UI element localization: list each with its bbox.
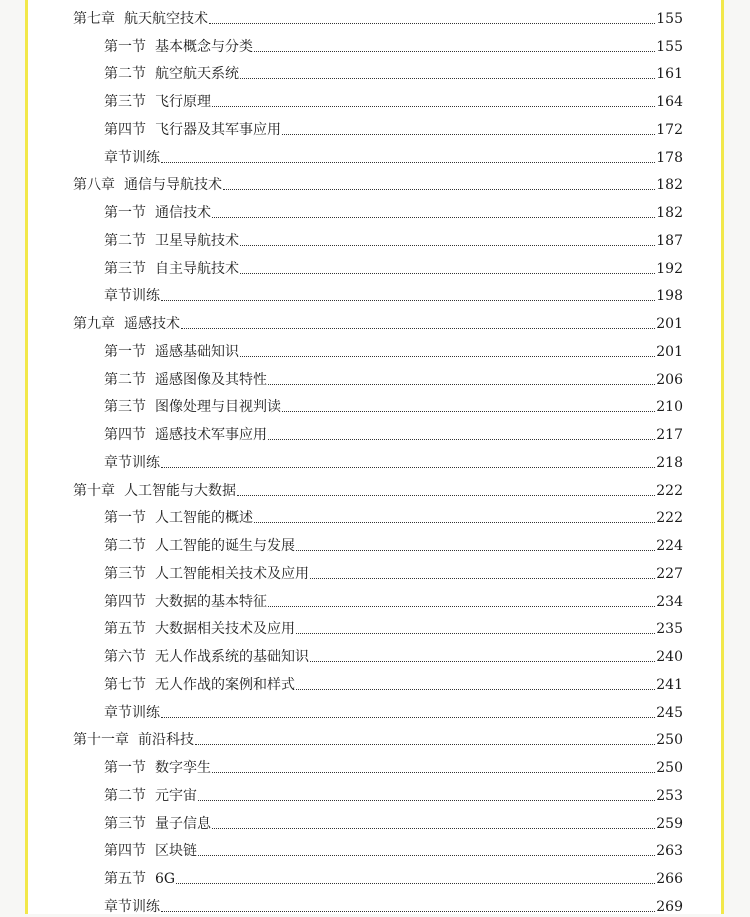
dot-leader (212, 105, 655, 107)
toc-entry-number: 章节训练 (104, 454, 160, 471)
toc-entry-title: 通信技术 (155, 205, 211, 221)
toc-page-number: 161 (656, 66, 683, 83)
toc-page-number: 263 (656, 843, 683, 860)
toc-entry-number: 第三节 (104, 94, 146, 110)
toc-section-row[interactable] (104, 279, 683, 307)
toc-section-row[interactable] (104, 445, 683, 473)
toc-entry-number: 第十章 (73, 482, 115, 499)
toc-page-number: 192 (656, 260, 683, 277)
dot-leader (268, 438, 655, 440)
toc-section-row[interactable] (104, 778, 683, 806)
toc-page-number: 250 (656, 760, 683, 776)
toc-section-row[interactable] (104, 639, 683, 667)
toc-entry-title: 6G (155, 871, 176, 887)
toc-entry-title: 遥感技术 (124, 316, 180, 332)
toc-entry-title: 自主导航技术 (155, 260, 239, 277)
dot-leader (254, 50, 655, 52)
dot-leader (161, 299, 655, 301)
toc-entry-title: 飞行器及其军事应用 (155, 121, 281, 138)
toc-section-row[interactable] (104, 251, 683, 279)
toc-page-number: 217 (656, 427, 683, 443)
toc-entry-title: 无人作战的案例和样式 (155, 676, 295, 693)
toc-entry-title: 航空航天系统 (155, 66, 239, 83)
toc-page-number: 201 (656, 343, 683, 360)
toc-page-number: 155 (656, 38, 683, 55)
toc-section-row[interactable] (104, 195, 683, 223)
dot-leader (240, 77, 655, 79)
toc-entry-title: 基本概念与分类 (155, 38, 253, 55)
dot-leader (176, 882, 655, 884)
toc-page-number: 235 (656, 621, 683, 638)
toc-entry-title: 量子信息 (155, 815, 211, 832)
dot-leader (310, 577, 655, 579)
toc-entry-title: 无人作战系统的基础知识 (155, 649, 309, 665)
toc-entry-number: 第二节 (104, 787, 146, 804)
toc-entry-number: 第四节 (104, 427, 146, 443)
toc-section-row[interactable] (104, 140, 683, 168)
toc-page-number: 222 (656, 482, 683, 499)
toc-entry-title: 区块链 (155, 843, 197, 860)
dot-leader (240, 355, 655, 357)
toc-page-number: 234 (656, 593, 683, 610)
toc-entry-number: 第二节 (104, 538, 146, 554)
dot-leader (282, 410, 655, 412)
toc-entry-title: 人工智能与大数据 (124, 482, 236, 499)
toc-page-number: 266 (656, 871, 683, 887)
dot-leader (198, 854, 655, 856)
toc-entry-title: 遥感技术军事应用 (155, 427, 267, 443)
toc-section-row[interactable] (104, 417, 683, 445)
toc-entry-number: 第六节 (104, 649, 146, 665)
toc-chapter-row[interactable] (73, 306, 683, 334)
toc-entry-number: 第四节 (104, 121, 146, 138)
dot-leader (268, 383, 655, 385)
dot-leader (198, 799, 655, 801)
dot-leader (310, 660, 655, 662)
toc-page-number: 206 (656, 371, 683, 388)
dot-leader (212, 827, 655, 829)
toc-chapter-row[interactable] (73, 168, 683, 196)
toc-entry-number: 第二节 (104, 232, 146, 249)
toc-section-row[interactable] (104, 528, 683, 556)
toc-section-row[interactable] (104, 501, 683, 529)
toc-section-row[interactable] (104, 334, 683, 362)
toc-entry-title: 大数据相关技术及应用 (155, 621, 295, 638)
right-yellow-rule (721, 0, 724, 914)
toc-chapter-row[interactable] (73, 1, 683, 29)
toc-entry-title: 人工智能相关技术及应用 (155, 565, 309, 582)
dot-leader (212, 771, 655, 773)
toc-section-row[interactable] (104, 112, 683, 140)
toc-page-number: 201 (656, 316, 683, 332)
dot-leader (195, 743, 655, 745)
toc-entry-title: 卫星导航技术 (155, 232, 239, 249)
toc-page-number: 164 (656, 94, 683, 110)
toc-section-row[interactable] (104, 29, 683, 57)
toc-entry-number: 第一节 (104, 38, 146, 55)
toc-entry-number: 第四节 (104, 593, 146, 610)
toc-page-number: 269 (656, 898, 683, 915)
toc-chapter-row[interactable] (73, 473, 683, 501)
toc-entry-number: 第九章 (73, 316, 115, 332)
toc-page-number: 253 (656, 787, 683, 804)
toc-section-row[interactable] (104, 390, 683, 418)
toc-page-number: 210 (656, 399, 683, 416)
dot-leader (209, 22, 655, 24)
toc-entry-title: 遥感基础知识 (155, 343, 239, 360)
toc-page-number: 222 (656, 510, 683, 527)
toc-page-number: 240 (656, 649, 683, 665)
dot-leader (268, 605, 655, 607)
toc-entry-number: 第一节 (104, 510, 146, 527)
toc-entry-number: 第八章 (73, 177, 115, 194)
dot-leader (240, 272, 655, 274)
toc-page-number: 241 (656, 676, 683, 693)
dot-leader (240, 244, 655, 246)
toc-entry-number: 第四节 (104, 843, 146, 860)
toc-entry-number: 章节训练 (104, 288, 160, 305)
toc-section-row[interactable] (104, 667, 683, 695)
toc-entry-number: 章节训练 (104, 898, 160, 915)
toc-entry-title: 元宇宙 (155, 787, 197, 804)
toc-section-row[interactable] (104, 889, 683, 917)
toc-page-number: 182 (656, 205, 683, 221)
toc-section-row[interactable] (104, 223, 683, 251)
toc-section-row[interactable] (104, 556, 683, 584)
toc-entry-number: 第七章 (73, 10, 115, 27)
toc-page-number: 178 (656, 149, 683, 166)
toc-entry-number: 第二节 (104, 371, 146, 388)
toc-entry-number: 第七节 (104, 676, 146, 693)
toc-entry-title: 飞行原理 (155, 94, 211, 110)
dot-leader (161, 466, 655, 468)
dot-leader (296, 632, 655, 634)
toc-entry-title: 大数据的基本特征 (155, 593, 267, 610)
dot-leader (161, 161, 655, 163)
toc-entry-number: 第五节 (104, 871, 146, 887)
toc-section-row[interactable] (104, 584, 683, 612)
toc-page-number: 227 (656, 565, 683, 582)
toc-page-number: 155 (656, 10, 683, 27)
toc-page-number: 245 (656, 704, 683, 721)
toc-page-number: 182 (656, 177, 683, 194)
toc-entry-number: 章节训练 (104, 149, 160, 166)
dot-leader (296, 549, 655, 551)
toc-section-row[interactable] (104, 84, 683, 112)
toc-entry-title: 通信与导航技术 (124, 177, 222, 194)
dot-leader (237, 494, 655, 496)
toc-page-number: 187 (656, 232, 683, 249)
toc-entry-title: 遥感图像及其特性 (155, 371, 267, 388)
toc-entry-number: 第三节 (104, 815, 146, 832)
dot-leader (161, 716, 655, 718)
toc-page-number: 250 (656, 732, 683, 749)
toc-entry-number: 第三节 (104, 399, 146, 416)
toc-entry-number: 章节训练 (104, 704, 160, 721)
toc-entry-title: 人工智能的诞生与发展 (155, 538, 295, 554)
toc-section-row[interactable] (104, 861, 683, 889)
dot-leader (296, 688, 655, 690)
toc-section-row[interactable] (104, 750, 683, 778)
toc-section-row[interactable] (104, 834, 683, 862)
dot-leader (181, 327, 655, 329)
toc-section-row[interactable] (104, 362, 683, 390)
toc-chapter-row[interactable] (73, 723, 683, 751)
toc-section-row[interactable] (104, 612, 683, 640)
toc-section-row[interactable] (104, 806, 683, 834)
dot-leader (223, 188, 655, 190)
toc-entry-title: 航天航空技术 (124, 10, 208, 27)
dot-leader (254, 521, 655, 523)
toc-entry-title: 前沿科技 (138, 732, 194, 749)
toc-entry-title: 人工智能的概述 (155, 510, 253, 527)
dot-leader (282, 133, 655, 135)
toc-entry-number: 第一节 (104, 205, 146, 221)
toc-entry-title: 图像处理与目视判读 (155, 399, 281, 416)
toc-page-number: 198 (656, 288, 683, 305)
toc-entry-title: 数字孪生 (155, 760, 211, 776)
dot-leader (212, 216, 655, 218)
dot-leader (161, 910, 655, 912)
toc-page-number: 259 (656, 815, 683, 832)
toc-entry-number: 第五节 (104, 621, 146, 638)
toc-entry-number: 第一节 (104, 343, 146, 360)
toc-entry-number: 第十一章 (73, 732, 129, 749)
document-page (28, 0, 721, 914)
toc-entry-number: 第一节 (104, 760, 146, 776)
toc-section-row[interactable] (104, 695, 683, 723)
toc-section-row[interactable] (104, 57, 683, 85)
toc-entry-number: 第三节 (104, 565, 146, 582)
toc-page-number: 224 (656, 538, 683, 554)
toc-entry-number: 第二节 (104, 66, 146, 83)
toc-entry-number: 第三节 (104, 260, 146, 277)
toc-page-number: 218 (656, 454, 683, 471)
toc-page-number: 172 (656, 121, 683, 138)
